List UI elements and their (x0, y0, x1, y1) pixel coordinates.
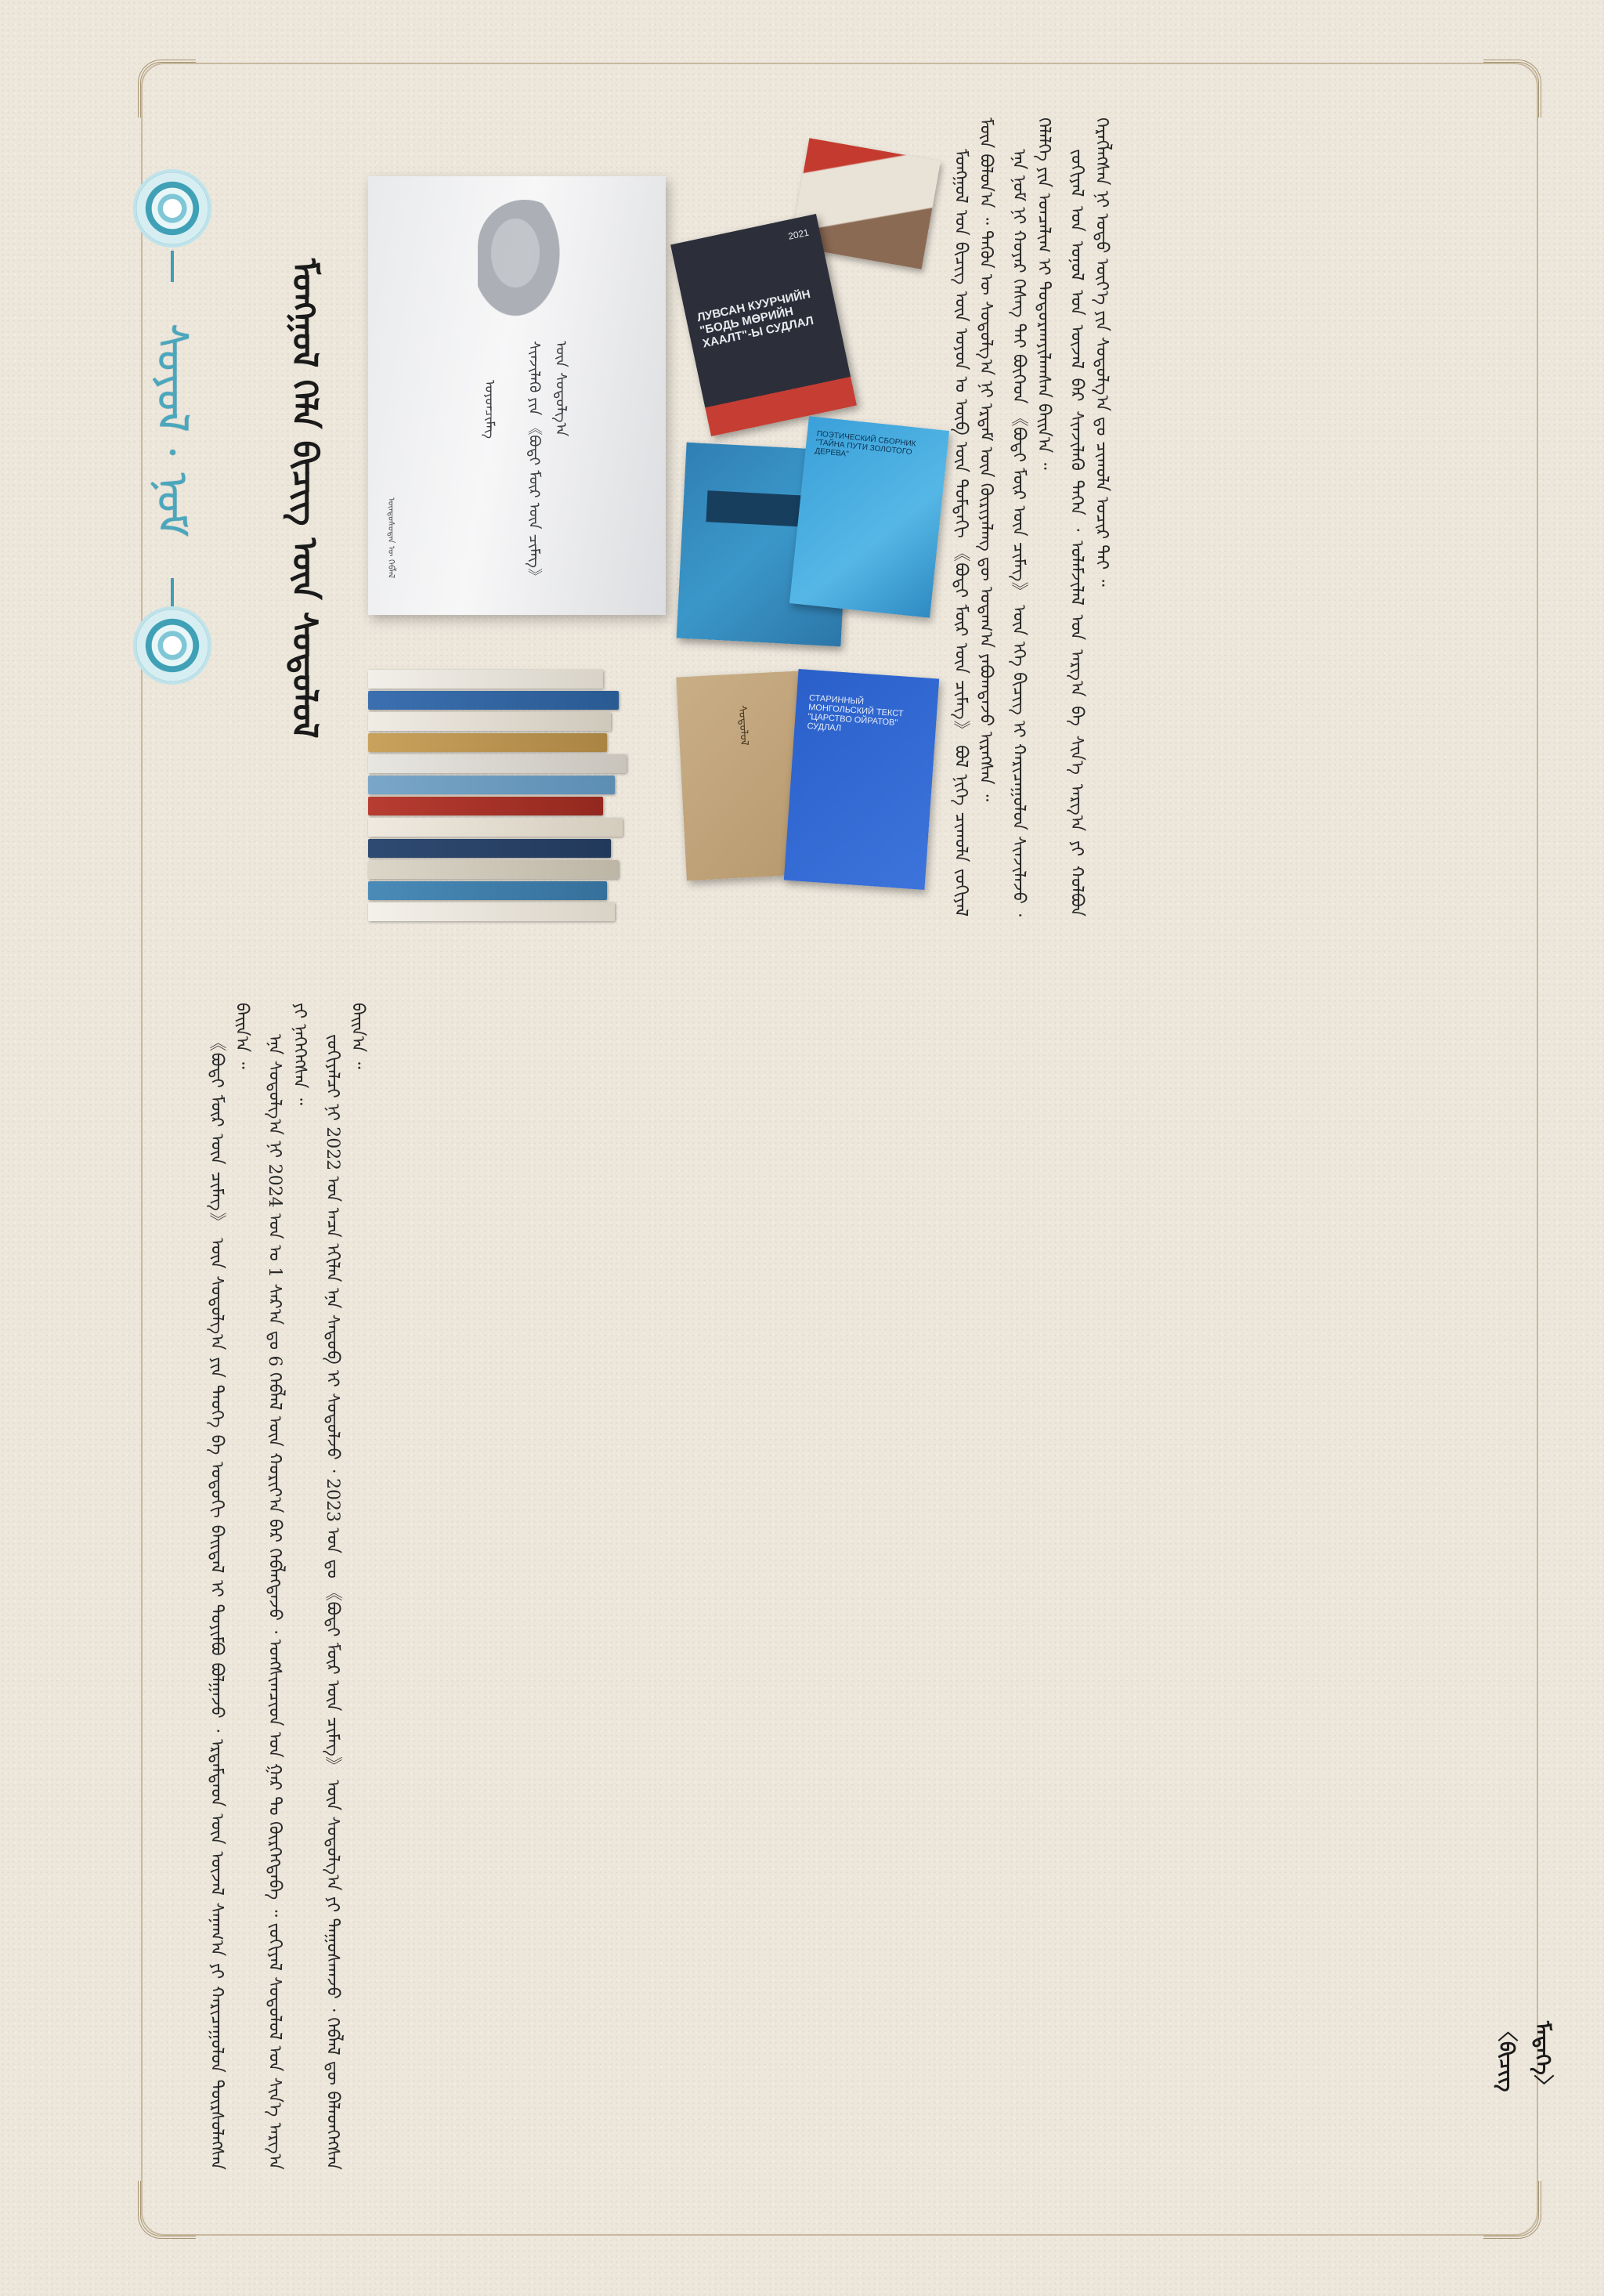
book-cover-publisher: ᠦᠨᠳᠦᠰᠦᠲᠡᠨ ᠦ ᠬᠡᠪᠯᠡᠯ (386, 497, 396, 579)
article-title: ᠮᠣᠩᠭᠣᠯ ᠬᠡᠯᠡ ᠪᠢᠴᠢᠭ ᠦᠨ ᠰᠤᠳᠤᠯᠤᠯ (284, 259, 324, 739)
book-cover-photo (784, 669, 939, 890)
divider (171, 251, 174, 282)
book-spine (368, 797, 603, 815)
book-spine (368, 902, 615, 921)
article-body-upper (948, 118, 1480, 917)
book-cover-title: ᠰᠤᠳᠤᠯᠤᠯ (735, 704, 750, 747)
book-cover-title: ЛУВСАН КУУРЧИЙН "БОДЬ МӨРИЙН ХААЛТ"-Ы СУДЛАЛ (695, 287, 815, 351)
book-spine (368, 776, 615, 794)
book-cover-title: ПОЭТИЧЕСКИЙ СБОРНИК "ТАЙНА ПУТИ ЗОЛОТОГО ДЕРЕВА" (814, 429, 916, 459)
paragraph: ᠵᠣᠬᠢᠶᠠᠯᠴᠢ ᠨᠢ 2022 ᠣᠨ ᠠᠴᠠ ᠡᠬᠢᠯᠡᠨ ᠡᠨᠡ ᠰᠡᠳᠦᠪ ᠢ ᠰᠤᠳᠤᠯᠵᠤ ᠂ 2023 ᠣᠨ ᠳᠤ 《ᠪᠣᠳᠢ ᠮᠥᠷ ᠦᠨ ᠴᠢᠮᠡᠭ》 ᠦᠨ ᠰᠤᠳᠤᠯᠭ᠎ᠠ ᠶᠢ ᠳᠠᠭᠤᠰᠭᠠᠵᠤ ᠂ ᠬᠡᠪᠯᠡᠯ ᠳᠦ ᠪᠡᠯᠡᠳᠬᠡᠭᠰᠡᠨ ᠪᠠᠢᠨ᠎ᠠ ᠃ (323, 1003, 367, 2170)
book-spine (368, 712, 611, 731)
book-cover-title: ᠰᠢᠨᠵᠢᠯᠡᠬᠦ ᠶᠢᠨ 《ᠪᠣᠳᠢ ᠮᠥᠷ ᠦᠨ ᠴᠢᠮᠡᠭ》 ᠦᠨ ᠰᠤᠳᠤᠯᠭ᠎ᠠ (526, 341, 569, 584)
book-spine (368, 860, 619, 879)
frame-corner-ornament (1483, 60, 1541, 118)
divider (171, 578, 174, 609)
cloud-ornament-icon (136, 172, 208, 244)
horse-head-illustration (478, 200, 572, 333)
book-spine (368, 818, 623, 837)
book-spine (368, 691, 619, 710)
book-spine (368, 733, 607, 752)
book-cover-photo (368, 176, 666, 615)
cloud-ornament-icon (136, 609, 208, 682)
paragraph: ᠡᠨᠡ ᠰᠤᠳᠤᠯᠭ᠎ᠠ ᠨᠢ 2024 ᠣᠨ ᠤ 1 ᠰᠠᠷ᠎ᠠ ᠳᠤ 6 ᠬᠡᠪᠯᠡᠯ ᠦᠨ ᠬᠣᠷᠢᠶ᠎ᠠ ᠪᠠᠷ ᠬᠡᠪᠯᠡᠭᠳᠡᠵᠦ ᠂ ᠤᠩᠰᠢᠭᠴᠢᠳ ᠤᠨ ᠭᠠᠷ ᠲᠤ ᠬᠦᠷᠭᠡᠭᠳᠡᠪᠡ ᠃ ᠵᠣᠬᠢᠶᠠᠯ ᠰᠤᠳᠤᠯᠤᠯ ᠤᠨ ᠰᠢᠨ᠎ᠡ ᠠᠷᠭ᠎ᠠ ᠶᠢ ᠨᠡᠭᠡᠭᠡᠭᠰᠡᠨ ᠃ (265, 1003, 309, 2170)
paragraph: 《ᠪᠣᠳᠢ ᠮᠥᠷ ᠦᠨ ᠴᠢᠮᠡᠭ》 ᠦᠨ ᠰᠤᠳᠤᠯᠭ᠎ᠠ ᠶᠢᠨ ᠲᠡᠦᠬᠡ ᠪᠠ ᠣᠳᠣᠬᠢ ᠪᠠᠢᠳᠠᠯ ᠢ ᠲᠣᠶᠢᠮᠪᠣ ᠪᠣᠯᠭᠠᠵᠤ ᠂ ᠡᠷᠳᠡᠮᠲᠡᠳ ᠦᠨ ᠦᠵᠡᠯ ᠰᠠᠨᠠᠭ᠎ᠠ ᠶᠢ ᠬᠠᠷᠢᠴᠠᠭᠤᠯᠤᠨ ᠳᠦᠷᠰᠦᠯᠡᠭᠰᠡᠨ ᠪᠠᠢᠨ᠎ᠠ ᠃ (207, 1003, 251, 2170)
book-spine (368, 754, 627, 773)
paragraph: ᠡᠨᠡ ᠨᠣᠮ ᠨᠢ ᠬᠣᠶᠠᠷ ᠬᠡᠰᠡᠭ ᠲᠡᠢ ᠪᠥᠭᠡᠳ 《ᠪᠣᠳᠢ ᠮᠥᠷ ᠦᠨ ᠴᠢᠮᠡᠭ》 ᠦᠨ ᠡᠬᠡ ᠪᠢᠴᠢᠭ ᠢ ᠬᠠᠷᠢᠴᠠᠭᠤᠯᠤᠨ ᠰᠢᠨᠵᠢᠯᠡᠵᠦ ᠂ ᠬᠡᠯᠡᠯᠭᠡ ᠶᠢᠨ ᠣᠨᠴᠠᠯᠢᠭ ᠢ ᠲᠣᠳᠤᠷᠬᠠᠶᠢᠯᠠᠭᠰᠠᠨ ᠪᠠᠢᠨ᠎ᠠ ᠃ (1009, 118, 1053, 917)
book-spines-photo (368, 635, 650, 956)
book-cover-photo (789, 416, 949, 618)
book-cover-title: СТАРИННЫЙ МОНГОЛЬСКИЙ ТЕКСТ "ЦАРСТВО ОЙРАТОВ" СУДЛАЛ (807, 693, 904, 734)
article-body-lower (204, 1003, 1480, 2170)
frame-corner-ornament (138, 2181, 196, 2239)
section-header (125, 172, 219, 682)
book-spine (368, 881, 607, 900)
book-cover-author: ᠣᠶᠤᠨᠴᠢᠮᠡᠭ (482, 380, 497, 439)
section-label: ᠰᠣᠶᠣᠯ · ᠨᠣᠮ (147, 323, 197, 537)
book-spine (368, 839, 611, 858)
frame-corner-ornament (1483, 2181, 1541, 2239)
paragraph: ᠵᠣᠬᠢᠶᠠᠯ ᠤᠨ ᠣᠨᠣᠯ ᠤᠨ ᠦᠵᠡᠯ ᠪᠠᠷ ᠰᠢᠨᠵᠢᠯᠡᠬᠦ ᠳᠡᠭᠡᠨ ᠂ ᠤᠯᠠᠮᠵᠢᠯᠠᠯ ᠤᠨ ᠠᠷᠭ᠎ᠠ ᠪᠠ ᠰᠢᠨ᠎ᠡ ᠠᠷᠭ᠎ᠠ ᠶᠢ ᠬᠣᠯᠪᠣᠨ ᠬᠡᠷᠡᠭᠯᠡᠭᠰᠡᠨ ᠨᠢ ᠣᠳᠣ ᠦᠶ᠎ᠡ ᠶᠢᠨ ᠰᠤᠳᠤᠯᠭ᠎ᠠ ᠳᠤ ᠴᠢᠬᠤᠯᠠ ᠤᠴᠢᠷ ᠲᠠᠢ ᠃ (1067, 118, 1111, 917)
article-byline: 〈ᠪᠢᠴᠢᠭ ᠮᠡᠳᠡᠭᠡ〉 (1494, 2021, 1554, 2095)
frame-corner-ornament (138, 60, 196, 118)
book-spine (368, 670, 603, 689)
paragraph: ᠮᠣᠩᠭᠣᠯ ᠤᠨ ᠪᠢᠴᠢᠭ ᠦᠨ ᠣᠶᠤᠨ ᠤ ᠥᠪ ᠦᠨ ᠳᠤᠮᠳᠠᠬᠢ 《ᠪᠣᠳᠢ ᠮᠥᠷ ᠦᠨ ᠴᠢᠮᠡᠭ》 ᠪᠣᠯ ᠨᠢᠭᠡ ᠴᠢᠬᠤᠯᠠ ᠵᠣᠬᠢᠶᠠᠯ ᠮᠥᠨ ᠪᠣᠯᠤᠨ᠎ᠠ ᠃ ᠲᠡᠭᠦᠨ ᠦ ᠰᠤᠳᠤᠯᠭ᠎ᠠ ᠨᠢ ᠡᠷᠳᠡᠮ ᠦᠨ ᠬᠦᠷᠢᠶᠡᠯᠡᠩ ᠳᠦ ᠤᠳᠠᠭ᠎ᠠ ᠶᠠᠪᠤᠭᠳᠠᠵᠤ ᠢᠷᠡᠭᠰᠡᠨ ᠃ (951, 118, 995, 917)
book-year: 2021 (787, 226, 811, 242)
